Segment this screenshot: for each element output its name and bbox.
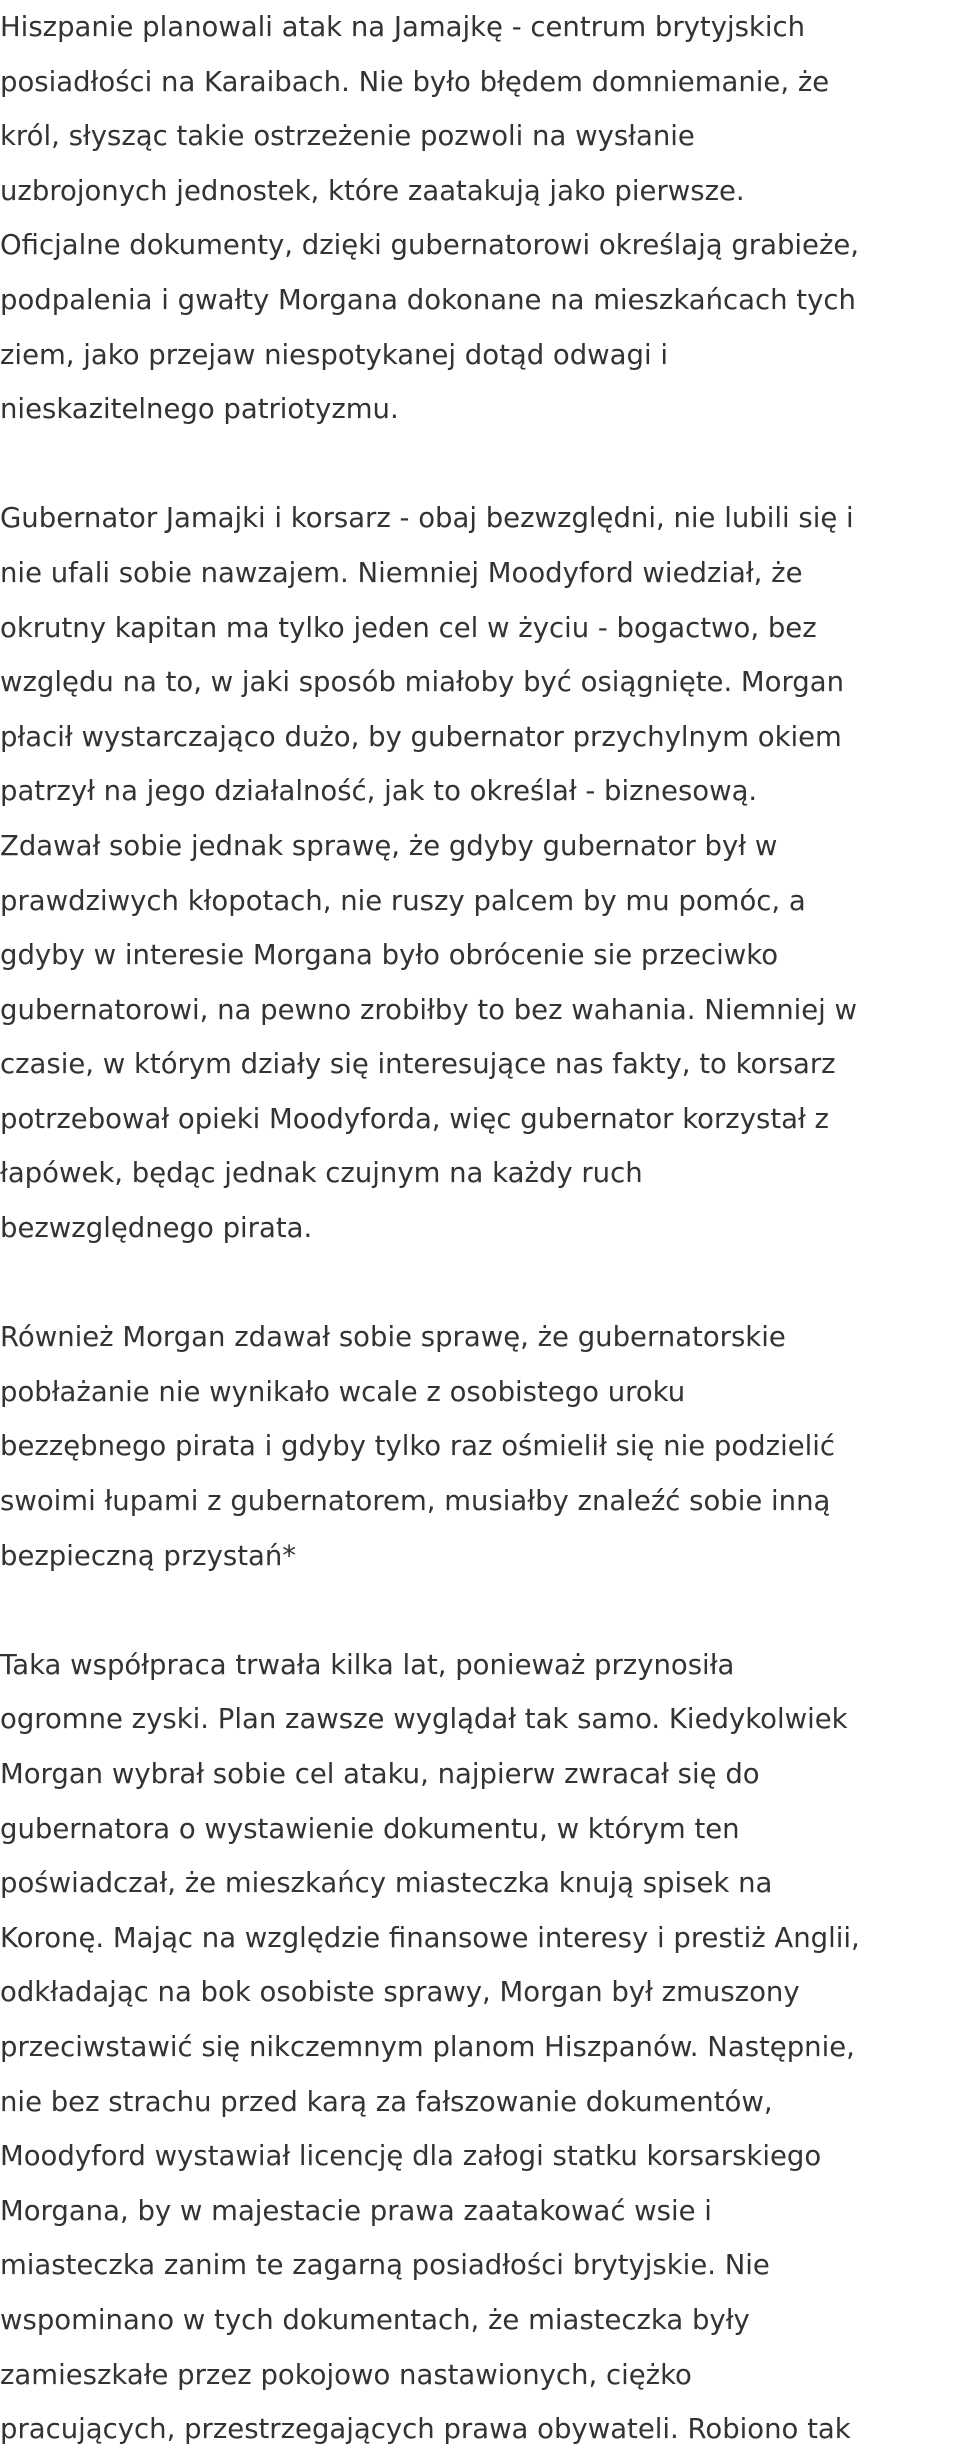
text-line: bezpieczną przystań* bbox=[0, 1539, 297, 1572]
paragraph-3 bbox=[0, 1310, 960, 1583]
paragraph-1 bbox=[0, 0, 960, 437]
text-line: wspominano w tych dokumentach, że miasteczka były bbox=[0, 2303, 750, 2336]
text-line: odkładając na bok osobiste sprawy, Morgan był zmuszony bbox=[0, 1976, 800, 2009]
text-line: nie ufali sobie nawzajem. Niemniej Moodyford wiedział, że bbox=[0, 556, 803, 589]
text-line: okrutny kapitan ma tylko jeden cel w życiu - bogactwo, bez bbox=[0, 611, 817, 644]
text-line: ogromne zyski. Plan zawsze wyglądał tak samo. Kiedykolwiek bbox=[0, 1703, 848, 1736]
paragraph-4 bbox=[0, 1638, 960, 2457]
text-line: pobłażanie nie wynikało wcale z osobistego uroku bbox=[0, 1375, 686, 1408]
text-line: Również Morgan zdawał sobie sprawę, że gubernatorskie bbox=[0, 1321, 786, 1354]
text-line: patrzył na jego działalność, jak to określał - biznesową. bbox=[0, 775, 758, 808]
text-line: Morgan wybrał sobie cel ataku, najpierw zwracał się do bbox=[0, 1758, 760, 1790]
text-line: nieskazitelnego patriotyzmu. bbox=[0, 393, 399, 426]
text-line: zamieszkałe przez pokojowo nastawionych, ciężko bbox=[0, 2358, 692, 2391]
text-line: miasteczka zanim te zagarną posiadłości brytyjskie. Nie bbox=[0, 2249, 770, 2282]
text-line: Hiszpanie planowali atak na Jamajkę - centrum brytyjskich bbox=[0, 11, 806, 43]
text-line: prawdziwych kłopotach, nie ruszy palcem by mu pomóc, a bbox=[0, 884, 806, 917]
text-line: Moodyford wystawiał licencję dla załogi statku korsarskiego bbox=[0, 2140, 822, 2173]
text-line: Oficjalne dokumenty, dzięki gubernatorowi określają grabieże, bbox=[0, 229, 860, 262]
text-line: posiadłości na Karaibach. Nie było błędem domniemanie, że bbox=[0, 65, 830, 98]
paragraph-spacer bbox=[0, 1583, 960, 1638]
text-line: król, słysząc takie ostrzeżenie pozwoli na wysłanie bbox=[0, 120, 695, 153]
paragraph-spacer bbox=[0, 1256, 960, 1311]
text-line: płacił wystarczająco dużo, by gubernator przychylnym okiem bbox=[0, 720, 842, 753]
text-line: Zdawał sobie jednak sprawę, że gdyby gubernator był w bbox=[0, 829, 778, 862]
text-line: gubernatorowi, na pewno zrobiłby to bez wahania. Niemniej w bbox=[0, 993, 858, 1026]
text-line: Koronę. Mając na względzie finansowe interesy i prestiż Anglii, bbox=[0, 1921, 860, 1954]
text-line: gubernatora o wystawienie dokumentu, w którym ten bbox=[0, 1812, 740, 1845]
text-line: względu na to, w jaki sposób miałoby być osiągnięte. Morgan bbox=[0, 666, 845, 699]
text-line: bezwzględnego pirata. bbox=[0, 1212, 313, 1245]
text-line: czasie, w którym działy się interesujące nas fakty, to korsarz bbox=[0, 1048, 836, 1081]
paragraph-spacer bbox=[0, 437, 960, 492]
text-line: ziem, jako przejaw niespotykanej dotąd odwagi i bbox=[0, 338, 669, 371]
text-line: uzbrojonych jednostek, które zaatakują jako pierwsze. bbox=[0, 174, 745, 207]
text-line: poświadczał, że mieszkańcy miasteczka knują spisek na bbox=[0, 1867, 773, 1900]
text-line: potrzebował opieki Moodyforda, więc gubernator korzystał z bbox=[0, 1102, 829, 1135]
text-line: swoimi łupami z gubernatorem, musiałby znaleźć sobie inną bbox=[0, 1485, 831, 1518]
text-line: Taka współpraca trwała kilka lat, ponieważ przynosiła bbox=[0, 1648, 735, 1681]
paragraph-2 bbox=[0, 491, 960, 1255]
text-line: pracujących, przestrzegających prawa obywateli. Robiono tak bbox=[0, 2413, 851, 2446]
text-line: podpalenia i gwałty Morgana dokonane na mieszkańcach tych bbox=[0, 283, 856, 316]
text-line: Gubernator Jamajki i korsarz - obaj bezwzględni, nie lubili się i bbox=[0, 502, 854, 535]
text-line: łapówek, będąc jednak czujnym na każdy ruch bbox=[0, 1157, 643, 1190]
text-line: bezzębnego pirata i gdyby tylko raz ośmielił się nie podzielić bbox=[0, 1430, 836, 1463]
text-line: nie bez strachu przed karą za fałszowanie dokumentów, bbox=[0, 2085, 773, 2118]
text-line: przeciwstawić się nikczemnym planom Hiszpanów. Następnie, bbox=[0, 2030, 855, 2063]
text-line: gdyby w interesie Morgana było obrócenie sie przeciwko bbox=[0, 939, 779, 972]
text-line: Morgana, by w majestacie prawa zaatakować wsie i bbox=[0, 2194, 712, 2227]
